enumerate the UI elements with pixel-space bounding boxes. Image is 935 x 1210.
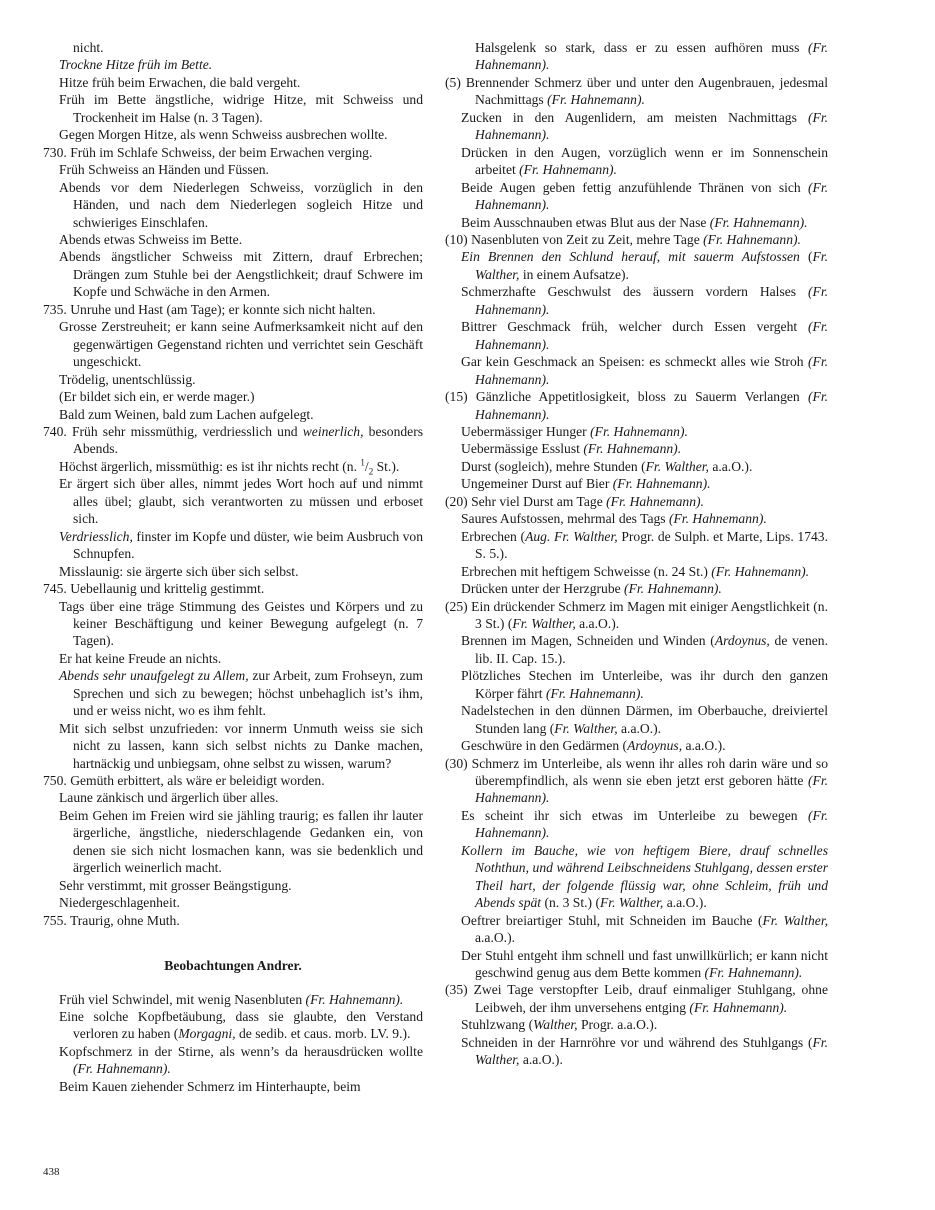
numbered-symptom-entry (445, 755, 828, 807)
entry-text: in einem Aufsatze). (519, 266, 629, 282)
symptom-entry (43, 74, 423, 91)
numbered-symptom-entry (445, 388, 828, 423)
numbered-symptom-entry (445, 74, 828, 109)
fraction: $^1/_2$ (360, 457, 374, 477)
italic-text: Walther, (533, 1017, 578, 1033)
italic-text: (Fr. Hahnemann). (73, 1061, 171, 1077)
entry-number: (10) (445, 231, 468, 247)
italic-text: Morgagni, (178, 1026, 236, 1042)
entry-number: (5) (445, 74, 461, 90)
entry-text: Progr. a.a.O.). (577, 1017, 658, 1033)
entry-text: Beide Augen geben fettig anzufühlende Thränen von sich (461, 179, 808, 195)
italic-text: (Fr. Hahnemann). (305, 991, 404, 1007)
italic-text: (Fr. Hahnemann). (583, 441, 682, 457)
entry-text: finster im Kopfe und düster, wie beim Ausbruch von Schnupfen. (73, 528, 423, 562)
entry-text: Er hat keine Freude an nichts. (59, 650, 222, 666)
symptom-entry (445, 283, 828, 318)
italic-text: (Fr. Hahnemann). (475, 179, 828, 213)
symptom-entry (445, 1016, 828, 1033)
symptom-entry (43, 475, 423, 527)
italic-text: (Fr. Hahnemann). (545, 685, 644, 701)
entry-text: a.a.O.). (575, 615, 620, 631)
symptom-entry (445, 39, 828, 74)
entry-text: Traurig, ohne Muth. (69, 912, 180, 928)
entry-text: St.). (373, 458, 400, 474)
entry-text: Durst (sogleich), mehre Stunden ( (461, 458, 646, 474)
symptom-entry (445, 702, 828, 737)
entry-number: 730. (43, 144, 67, 160)
entry-text: Abends ängstlicher Schweiss mit Zittern, drauf Erbrechen; Drängen zum Stuhle bei der Aengstlichkeit; drauf Schwere im Kopfe und Schwäche in den Armen. (59, 249, 423, 300)
symptom-entry (445, 214, 828, 231)
entry-text: Drücken in den Augen, vorzüglich wenn er im Sonnenschein arbeitet (461, 144, 828, 178)
italic-text: (Fr. Hahnemann). (606, 493, 704, 509)
italic-text: (Fr. Hahnemann). (689, 999, 788, 1015)
entry-text: Uebellaunig und krittelig gestimmt. (70, 581, 265, 597)
entry-text: Laune zänkisch und ärgerlich über alles. (59, 790, 279, 806)
entry-text: Hitze früh beim Erwachen, die bald vergeht. (59, 74, 301, 90)
entry-text: Uebermässiger Hunger (461, 423, 591, 439)
symptom-entry (445, 842, 828, 912)
italic-text: (Fr. Hahnemann). (475, 389, 828, 422)
italic-text: (Fr. Hahnemann). (519, 162, 617, 178)
italic-text: Verdriesslich, (59, 528, 133, 544)
symptom-entry (43, 1078, 423, 1095)
entry-text: Kopfschmerz in der Stirne, als wenn’s da herausdrücken wollte (59, 1043, 423, 1059)
entry-text: Abends etwas Schweiss im Bette. (59, 231, 243, 247)
entry-text: Eine solche Kopfbetäubung, dass sie glaubte, den Verstand verloren zu haben ( (59, 1009, 423, 1042)
numbered-symptom-entry (445, 981, 828, 1016)
italic-text: (Fr. Hahnemann). (475, 284, 828, 317)
italic-text: (Fr. Hahnemann). (612, 476, 711, 492)
numbered-symptom-entry (43, 301, 423, 318)
entry-text: Es scheint ihr sich etwas im Unterleibe zu bewegen (461, 807, 808, 823)
symptom-entry (43, 598, 423, 650)
entry-number: (30) (445, 755, 468, 771)
italic-text: Aug. Fr. Walther, (525, 528, 618, 544)
symptom-entry (43, 894, 423, 911)
italic-text: (Fr. Hahnemann). (668, 511, 767, 527)
entry-text: Er ärgert sich über alles, nimmt jedes Wort hoch auf und nimmt alles übel; glaubt, sich verantworten zu müssen und erboset sich. (59, 476, 423, 527)
entry-text: nicht. (73, 40, 104, 55)
symptom-entry (445, 667, 828, 702)
section-heading: Beobachtungen Andrer. (164, 958, 302, 974)
left-column (43, 39, 423, 1095)
right-column (445, 39, 828, 1069)
entry-text: Tags über eine träge Stimmung des Geistes und Körpers und zu keiner Beschäftigung und keiner Bewegung aufgelegt (n. 7 Tagen). (59, 598, 423, 649)
symptom-entry (43, 458, 423, 475)
italic-text: (Fr. Hahnemann). (475, 773, 828, 806)
symptom-entry (445, 580, 828, 597)
entry-text: Früh viel Schwindel, mit wenig Nasenbluten (59, 991, 306, 1007)
symptom-entry (445, 440, 828, 457)
symptom-entry (445, 458, 828, 475)
italic-text: (Fr. Hahnemann). (475, 40, 828, 73)
symptom-entry (43, 318, 423, 370)
entry-text: (n. 3 St.) ( (541, 895, 600, 911)
italic-text: (Fr. Hahnemann). (703, 231, 801, 247)
entry-text: Höchst ärgerlich, missmüthig: es ist ihr nichts recht (n. (59, 458, 361, 474)
entry-text: Beim Gehen im Freien wird sie jähling traurig; es fallen ihr lauter ärgerliche, ängstliche, niederschlagende Gedanken ein, von denen sie sich nicht losmachen kann, was sie bedenklich und ärgerlich weinerlich macht. (59, 807, 423, 876)
symptom-entry (43, 161, 423, 178)
entry-text: Saures Aufstossen, mehrmal des Tags (461, 511, 669, 527)
italic-text: (Fr. Hahnemann). (547, 92, 645, 108)
symptom-entry (43, 991, 423, 1008)
entry-text: Gegen Morgen Hitze, als wenn Schweiss ausbrechen wollte. (59, 127, 388, 143)
symptom-entry (445, 423, 828, 440)
italic-text: (Fr. Hahnemann). (704, 965, 803, 981)
entry-text: Sehr verstimmt, mit grosser Beängstigung. (59, 877, 292, 893)
symptom-entry (43, 1008, 423, 1043)
entry-text: Trödelig, unentschlüssig. (59, 371, 196, 387)
entry-text: a.a.O.). (475, 930, 516, 946)
symptom-entry (445, 947, 828, 982)
symptom-entry (445, 563, 828, 580)
symptom-entry (43, 91, 423, 126)
symptom-entry (445, 528, 828, 563)
italic-text: (Fr. Hahnemann). (475, 319, 828, 352)
symptom-entry (445, 912, 828, 947)
symptom-entry (43, 1043, 423, 1078)
entry-text: Beim Kauen ziehender Schmerz im Hinterhaupte, beim (59, 1078, 361, 1094)
symptom-entry (445, 1034, 828, 1069)
italic-text: Fr. Walther, (645, 458, 709, 474)
italic-text: Ardoynus, (714, 633, 770, 649)
italic-text: Trockne Hitze früh im Bette. (59, 57, 213, 73)
italic-text: Abends sehr unaufgelegt zu Allem, (59, 668, 249, 684)
symptom-entry (43, 248, 423, 300)
symptom-entry (445, 807, 828, 842)
italic-text: Fr. Walther, (475, 249, 828, 282)
italic-text: weinerlich, (302, 423, 364, 439)
symptom-entry (43, 720, 423, 772)
entry-text: Unruhe und Hast (am Tage); er konnte sich nicht halten. (70, 301, 376, 317)
entry-text: Früh Schweiss an Händen und Füssen. (59, 162, 269, 178)
entry-number: 755. (43, 912, 67, 928)
entry-text: Gänzliche Appetitlosigkeit, bloss zu Sauerm Verlangen (475, 389, 808, 405)
symptom-entry (43, 650, 423, 667)
symptom-entry (445, 179, 828, 214)
entry-number: 745. (43, 581, 67, 597)
entry-text: Bald zum Weinen, bald zum Lachen aufgelegt. (59, 406, 314, 422)
numbered-symptom-entry (43, 144, 423, 161)
entry-text: Nasenbluten von Zeit zu Zeit, mehre Tage (471, 231, 704, 247)
entry-text: Schneiden in der Harnröhre vor und während des Stuhlgangs ( (461, 1034, 813, 1050)
entry-text: de sedib. et caus. morb. LV. 9.). (235, 1026, 411, 1042)
entry-text: Geschwüre in den Gedärmen ( (461, 738, 628, 754)
numbered-symptom-entry (43, 580, 423, 597)
right-entries (445, 39, 828, 1069)
entry-number: (20) (445, 493, 468, 509)
italic-text: (Fr. Hahnemann). (709, 214, 808, 230)
page-number: 438 (43, 1166, 60, 1178)
entry-text: Progr. de Sulph. et Marte, Lips. 1743. S. 5.). (475, 528, 829, 562)
entry-text: Erbrechen ( (461, 528, 526, 544)
symptom-entry (43, 39, 423, 56)
symptom-entry (43, 789, 423, 806)
entry-text: Zucken in den Augenlidern, am meisten Nachmittags (461, 109, 808, 125)
entry-text: a.a.O.). (519, 1052, 563, 1068)
symptom-entry (445, 737, 828, 754)
entry-text: (Er bildet sich ein, er werde mager.) (59, 389, 255, 405)
entry-text: Bittrer Geschmack früh, welcher durch Essen vergeht (461, 319, 808, 335)
entry-text: a.a.O.). (682, 738, 726, 754)
symptom-entry (445, 632, 828, 667)
symptom-entry (43, 371, 423, 388)
symptom-entry (445, 109, 828, 144)
entry-text: Oeftrer breiartiger Stuhl, mit Schneiden im Bauche ( (461, 912, 763, 928)
entry-text: Früh im Bette ängstliche, widrige Hitze, mit Schweiss und Trockenheit im Halse (n. 3 Tagen). (59, 92, 423, 125)
entry-text: Uebermässige Esslust (461, 441, 584, 457)
entry-text: a.a.O.). (617, 720, 662, 736)
italic-text: Fr. Walther, (554, 720, 618, 736)
symptom-entry (43, 528, 423, 563)
entry-text: Abends vor dem Niederlegen Schweiss, vorzüglich in den Händen, und nach dem Niederlegen sogleich Hitze und schwieriges Einschlafen. (59, 179, 423, 230)
entry-text: Stuhlzwang ( (461, 1017, 534, 1033)
italic-text: (Fr. Hahnemann). (475, 354, 828, 387)
symptom-entry (445, 248, 828, 283)
entry-text: Grosse Zerstreuheit; er kann seine Aufmerksamkeit nicht auf den gegenwärtigen Gegenstand richten und verrichtet sein Geschäft ungeschickt. (59, 319, 423, 370)
entry-text: Schmerz im Unterleibe, als wenn ihr alles roh darin wäre und so überempfindlich, als wenn sie eben jetzt erst geboren hätte (471, 755, 828, 789)
entry-text: Misslaunig: sie ärgerte sich über sich selbst. (59, 563, 299, 579)
entry-text: Erbrechen mit heftigem Schweisse (n. 24 St.) (461, 563, 712, 579)
entry-text: Zwei Tage verstopfter Leib, drauf einmaliger Stuhlgang, ohne Leibweh, der ihm unversehens entging (473, 982, 828, 1015)
entry-text: Halsgelenk so stark, dass er zu essen aufhören muss (475, 40, 808, 55)
italic-text: Fr. Walther, (762, 912, 828, 928)
symptom-entry (43, 126, 423, 143)
entry-number: 735. (43, 301, 67, 317)
entry-text: Schmerzhafte Geschwulst des äussern vordern Halses (461, 284, 808, 300)
entry-number: (15) (445, 389, 468, 405)
entry-text: ( (799, 249, 813, 265)
symptom-entry (445, 475, 828, 492)
left-entries-bottom (43, 991, 423, 1096)
entry-text: Gar kein Geschmack an Speisen: es schmeckt alles wie Stroh (461, 354, 808, 370)
entry-text: Ein drückender Schmerz im Magen mit einiger Aengstlichkeit (n. 3 St.) ( (471, 598, 828, 631)
italic-text: (Fr. Hahnemann). (624, 581, 722, 597)
symptom-entry (43, 807, 423, 877)
entry-text: a.a.O.). (708, 458, 753, 474)
entry-text: a.a.O.). (663, 895, 707, 911)
entry-text: de venen. lib. II. Cap. 15.). (475, 633, 828, 666)
entry-text: Brennender Schmerz über und unter den Augenbrauen, jedesmal Nachmittags (465, 74, 828, 108)
numbered-symptom-entry (445, 493, 828, 510)
entry-text: Nadelstechen in den dünnen Därmen, im Oberbauche, dreiviertel Stunden lang ( (461, 703, 828, 736)
italic-text: (Fr. Hahnemann). (711, 563, 810, 579)
symptom-entry (445, 510, 828, 527)
symptom-entry (43, 877, 423, 894)
entry-text: Brennen im Magen, Schneiden und Winden ( (461, 633, 715, 649)
numbered-symptom-entry (445, 598, 828, 633)
entry-text: Niedergeschlagenheit. (59, 895, 180, 911)
italic-text: Fr. Walther, (599, 895, 664, 911)
numbered-symptom-entry (43, 912, 423, 929)
entry-text: Der Stuhl entgeht ihm schnell und fast unwillkürlich; er kann nicht geschwind genug aus dem Bette kommen (461, 947, 828, 981)
left-entries-top (43, 39, 423, 929)
numbered-symptom-entry (43, 423, 423, 458)
italic-text: Ein Brennen den Schlund herauf, mit sauerm Aufstossen (461, 249, 800, 265)
entry-text: Ungemeiner Durst auf Bier (461, 476, 613, 492)
entry-text: Früh im Schlafe Schweiss, der beim Erwachen verging. (70, 144, 373, 160)
symptom-entry (43, 231, 423, 248)
entry-text: zur Arbeit, zum Frohseyn, zum Sprechen und sich zu bewegen; höchst unbehaglich ist’s ihm, und er weiss nicht, wo es ihm fehlt. (73, 668, 423, 719)
symptom-entry (43, 179, 423, 231)
entry-text: Früh sehr missmüthig, verdriesslich und (71, 423, 303, 439)
symptom-entry (43, 388, 423, 405)
italic-text: Ardoynus, (627, 738, 683, 754)
symptom-entry (445, 144, 828, 179)
entry-number: 750. (43, 773, 67, 789)
italic-text: Fr. Walther, (512, 615, 576, 631)
italic-text: (Fr. Hahnemann). (475, 109, 828, 143)
italic-text: Fr. Walther, (475, 1034, 828, 1068)
numbered-symptom-entry (43, 772, 423, 789)
italic-text: (Fr. Hahnemann). (590, 423, 688, 439)
italic-text: Kollern im Bauche, wie von heftigem Biere, drauf schnelles Noththun, und während Leibschneidens Stuhlgang, dessen erster Theil hart, der folgende flüssig war, ohne Schleim, früh und Abends spät (461, 842, 828, 911)
entry-text: Plötzliches Stechen im Unterleibe, was ihr durch den ganzen Körper fährt (461, 668, 828, 701)
symptom-entry (445, 353, 828, 388)
entry-text: besonders Abends. (73, 423, 424, 457)
symptom-entry (43, 56, 423, 73)
italic-text: (Fr. Hahnemann). (475, 807, 828, 841)
entry-text: Gemüth erbittert, als wäre er beleidigt worden. (70, 773, 325, 789)
numbered-symptom-entry (445, 231, 828, 248)
entry-number: 740. (43, 423, 67, 439)
entry-number: (35) (445, 982, 468, 998)
symptom-entry (43, 667, 423, 719)
entry-text: Mit sich selbst unzufrieden: vor innerm Unmuth weiss sie sich nicht zu lassen, kann sich selbst nichts zu Danke machen, hartnäckig und unbiegsam, ohne selbst zu wissen, warum? (59, 720, 423, 771)
entry-number: (25) (445, 598, 468, 614)
symptom-entry (43, 406, 423, 423)
entry-text: Drücken unter der Herzgrube (461, 581, 625, 597)
symptom-entry (43, 563, 423, 580)
entry-text: Beim Ausschnauben etwas Blut aus der Nase (461, 214, 710, 230)
symptom-entry (445, 318, 828, 353)
entry-text: Sehr viel Durst am Tage (471, 493, 607, 509)
